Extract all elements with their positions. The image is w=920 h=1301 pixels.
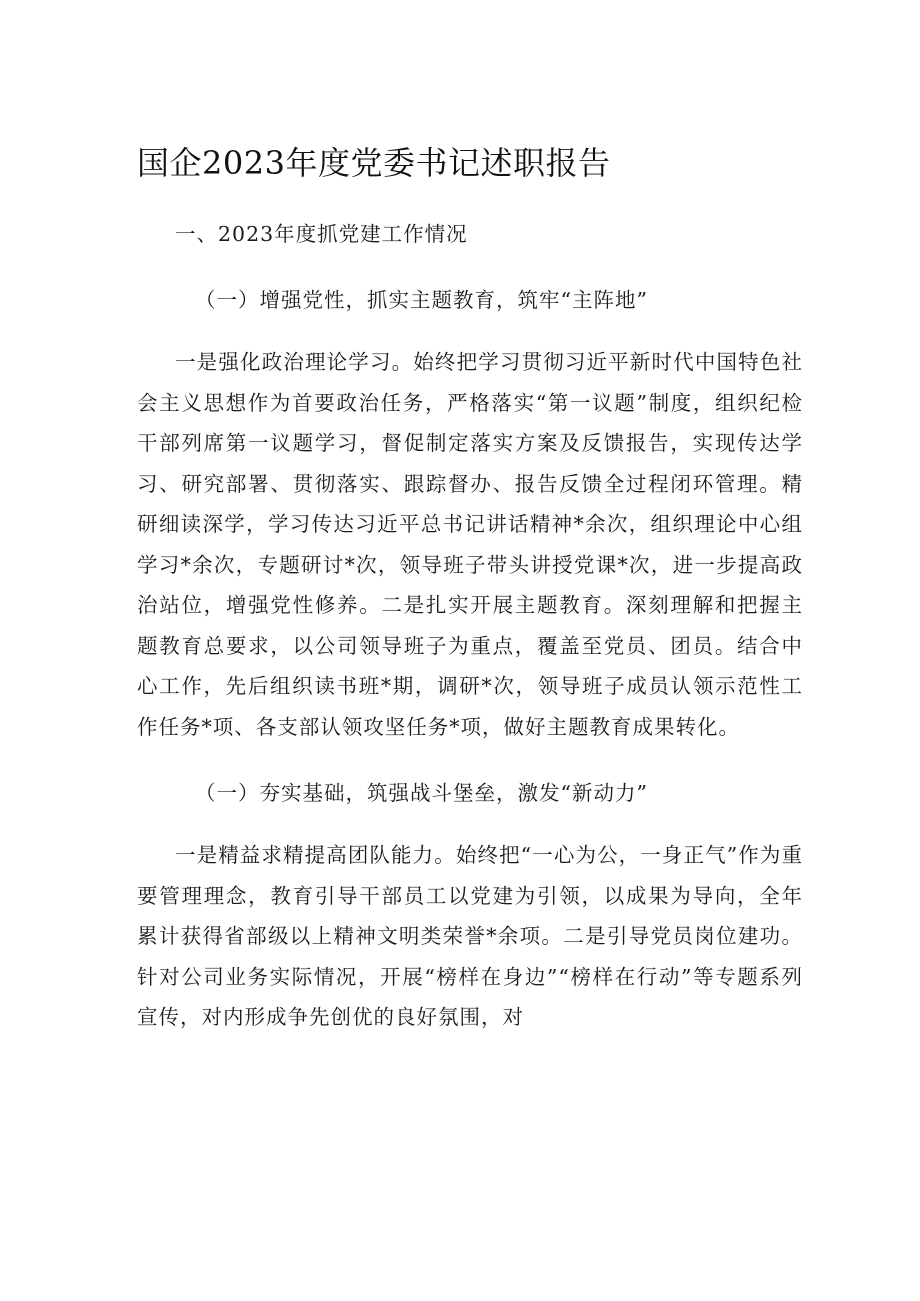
paragraph-1: 一是强化政治理论学习。始终把学习贯彻习近平新时代中国特色社会主义思想作为首要政治任务，严格落实“第一议题”制度，组织纪检干部列席第一议题学习，督促制定落实方案及反馈报告，实现传达学习、研究部署、贯彻落实、跟踪督办、报告反馈全过程闭环管理。精研细读深学，学习传达习近平总书记讲话精神*余次，组织理论中心组学习*余次，专题研讨*次，领导班子带头讲授党课*次，进一步提高政治站位，增强党性修养。二是扎实开展主题教育。深刻理解和把握主题教育总要求，以公司领导班子为重点，覆盖至党员、团员。结合中心工作，先后组织读书班*期，调研*次，领导班子成员认领示范性工作任务*项、各支部认领攻坚任务*项，做好主题教育成果转化。: [137, 350, 803, 739]
paragraph-2: 一是精益求精提高团队能力。始终把“一心为公，一身正气”作为重要管理理念，教育引导干部员工以党建为引领，以成果为导向，全年累计获得省部级以上精神文明类荣誉*余项。二是引导党员岗位建功。针对公司业务实际情况，开展“榜样在身边”“榜样在行动”等专题系列宣传，对内形成争先创优的良好氛围，对: [137, 843, 803, 1029]
document-title: 国企2023年度党委书记述职报告: [137, 144, 611, 182]
subsection-heading-1: （一）增强党性，抓实主题教育，筑牢“主阵地”: [195, 288, 648, 312]
document-body: [137, 140, 803, 1038]
section-heading-1: 一、2023年度抓党建工作情况: [175, 222, 468, 246]
subsection-heading-2: （一）夯实基础，筑强战斗堡垒，激发“新动力”: [195, 781, 648, 805]
